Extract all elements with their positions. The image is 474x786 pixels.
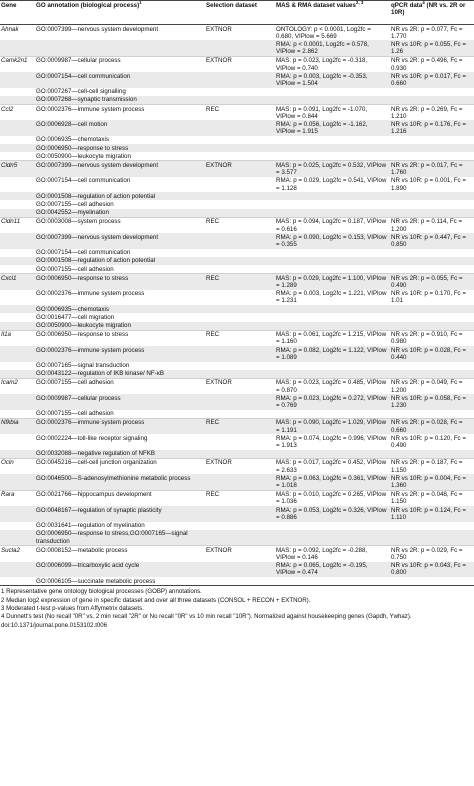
- go-annotation-cell: GO:0007154—cell communication: [35, 72, 205, 87]
- dataset-values-cell: [275, 530, 390, 546]
- gene-cell: [0, 394, 35, 409]
- dataset-values-cell: [275, 265, 390, 274]
- gene-cell: [0, 346, 35, 361]
- gene-cell: [0, 410, 35, 419]
- gene-cell: [0, 152, 35, 161]
- qpcr-cell: [390, 530, 474, 546]
- gene-cell: Ccl2: [0, 105, 35, 121]
- table-row: [0, 40, 474, 56]
- dataset-cell: [205, 394, 275, 409]
- qpcr-cell: [390, 136, 474, 144]
- go-annotation-cell: GO:0007154—cell communication: [36, 249, 131, 257]
- table-row: [0, 450, 474, 459]
- gene-cell: [0, 209, 35, 218]
- dataset-cell: [205, 200, 275, 208]
- gene-cell: [0, 96, 35, 105]
- qpcr-cell: NR vs 2R: p = 0.077, Fc = 1.770: [390, 25, 474, 41]
- qpcr-cell: [390, 144, 474, 152]
- go-annotation-cell: GO:0048167—regulation of synaptic plasticity: [35, 506, 205, 521]
- qpcr-cell: [390, 88, 474, 96]
- dataset-values-cell: [275, 577, 390, 586]
- gene-cell: [0, 136, 35, 144]
- go-annotation-cell: GO:0006950—response to stress,GO:0007165—signal transduction: [35, 530, 205, 546]
- table-row: [0, 209, 474, 218]
- dataset-values-cell: [275, 410, 390, 419]
- dataset-values-cell: RMA: p = 0.082, Log2fc = 1.122, VIPlow = 1.089: [275, 346, 390, 361]
- qpcr-cell: NR vs 2R: p = 0.269, Fc = 1.210: [390, 105, 474, 121]
- go-annotation-cell: GO:0050900—leukocyte migration: [36, 152, 131, 160]
- qpcr-cell: NR vs 10R: p = 0.058, Fc = 1.230: [390, 394, 474, 409]
- dataset-values-cell: [275, 144, 390, 152]
- table-row: [0, 546, 474, 562]
- dataset-values-cell: [275, 522, 390, 530]
- gene-cell: [0, 434, 35, 449]
- dataset-values-cell: [275, 249, 390, 257]
- footnote: 3 Moderated t-test p-values from Affymetrix datasets.: [1, 605, 144, 613]
- dataset-cell: [205, 96, 275, 105]
- gene-cell: Il1a: [0, 330, 35, 346]
- go-annotation-cell: GO:0008152—metabolic process: [35, 546, 205, 562]
- footnote: 1 Representative gene ontology biological processes (GOBP) annotations.: [1, 588, 202, 596]
- gene-cell: Cldn11: [0, 217, 35, 233]
- table-row: [0, 370, 474, 379]
- go-annotation-cell: [35, 40, 205, 56]
- table-row: [0, 506, 474, 521]
- footnote: 2 Median log2 expression of gene in specific dataset and over all three datasets (CONSOL + RECON + EXTNOR).: [1, 596, 311, 604]
- dataset-values-cell: MAS: p = 0.094, Log2fc = 0.187, VIPlow = 0.616: [275, 217, 390, 233]
- table-row: [0, 577, 474, 586]
- go-annotation-cell: GO:0006935—chemotaxis: [35, 305, 205, 313]
- header-gene: Gene: [0, 1, 35, 25]
- dataset-values-cell: RMA: p = 0.003, Log2fc = -0.353, VIPlow = 1.504: [275, 72, 390, 87]
- doi-line: doi:10.1371/journal.pone.0153102.t006: [1, 621, 108, 629]
- go-annotation-cell: GO:0006105—succinate metabolic process: [35, 577, 205, 586]
- go-annotation-cell: GO:0007155—cell adhesion: [36, 410, 114, 418]
- gene-cell: Cldn5: [0, 161, 35, 177]
- gene-cell: [0, 450, 35, 459]
- qpcr-cell: [390, 200, 474, 208]
- dataset-values-cell: [275, 152, 390, 161]
- qpcr-cell: [390, 192, 474, 200]
- go-annotation-cell: GO:0002224—toll-like receptor signaling: [36, 434, 148, 442]
- dataset-cell: [205, 346, 275, 361]
- table-row: [0, 313, 474, 321]
- qpcr-cell: NR vs 10R: p = 0.001, Fc = 1.890: [391, 177, 466, 192]
- qpcr-cell: NR vs 10R: p = 0.028, Fc = 0.440: [390, 346, 474, 361]
- go-annotation-cell: GO:0021766—hippocampus development: [35, 490, 205, 506]
- dataset-cell: [205, 72, 275, 87]
- qpcr-cell: [390, 152, 474, 161]
- go-annotation-cell: GO:0007155—cell adhesion: [36, 265, 114, 273]
- table-row: [0, 105, 474, 121]
- gene-cell: [0, 370, 35, 379]
- dataset-values-cell: [275, 362, 390, 370]
- dataset-cell: EXTNOR: [205, 458, 275, 474]
- qpcr-cell: [390, 577, 474, 586]
- dataset-cell: [205, 474, 275, 490]
- go-annotation-cell: GO:0009987—cellular process: [35, 394, 205, 409]
- dataset-values-cell: MAS: p = 0.010, Log2fc = 0.265, VIPlow = 1.036: [275, 490, 390, 506]
- dataset-cell: REC: [205, 274, 275, 290]
- dataset-cell: [205, 120, 275, 135]
- dataset-cell: EXTNOR: [205, 56, 275, 72]
- table-row: [0, 161, 474, 177]
- gene-cell: [0, 40, 35, 56]
- gene-cell: [0, 522, 35, 530]
- gene-cell: [0, 200, 35, 208]
- gene-cell: [0, 305, 35, 313]
- dataset-values-cell: RMA: p = 0.090, Log2fc = 0.153, VIPlow = 0.355: [275, 233, 390, 248]
- dataset-values-cell: [275, 322, 390, 331]
- table-row: [0, 522, 474, 530]
- dataset-values-cell: MAS: p = 0.023, Log2fc = 0.485, VIPlow = 0.870: [275, 378, 390, 394]
- go-annotation-cell: GO:0002376—immune system process: [35, 346, 205, 361]
- qpcr-cell: NR vs 2R: p = 0.055, Fc = 0.490: [390, 274, 474, 290]
- qpcr-cell: NR vs 2R: p = 0.048, Fc = 1.150: [390, 490, 474, 506]
- dataset-values-cell: MAS: p = 0.061, Log2fc = 1.215, VIPlow = 1.160: [275, 330, 390, 346]
- table-row: [0, 257, 474, 265]
- dataset-cell: [205, 322, 275, 331]
- gene-cell: [0, 233, 35, 248]
- go-annotation-cell: GO:0003008—system process: [35, 217, 205, 233]
- dataset-values-cell: MAS: p = 0.017, Log2fc = 0.452, VIPlow = 2.633: [275, 458, 390, 474]
- dataset-cell: REC: [205, 490, 275, 506]
- go-annotation-cell: GO:0042552—myelination: [35, 209, 205, 218]
- go-annotation-cell: GO:0007267—cell-cell signalling: [36, 88, 126, 96]
- dataset-cell: [205, 506, 275, 521]
- go-annotation-cell: GO:0001508—regulation of action potential: [35, 257, 205, 265]
- dataset-values-cell: MAS: p = 0.091, Log2fc = -1.070, VIPlow = 0.844: [275, 105, 390, 121]
- qpcr-cell: [390, 362, 474, 370]
- dataset-values-cell: [275, 192, 390, 200]
- table-row: [0, 530, 474, 546]
- qpcr-cell: [390, 249, 474, 257]
- gene-cell: Nfkbia: [0, 418, 35, 434]
- qpcr-cell: NR vs 10R: p = 0.120, Fc = 0.490: [391, 434, 466, 450]
- go-annotation-cell: GO:0007155—cell adhesion: [35, 378, 205, 394]
- dataset-cell: [205, 257, 275, 265]
- dataset-values-cell: [275, 96, 390, 105]
- dataset-cell: [205, 192, 275, 200]
- gene-cell: [0, 192, 35, 200]
- header-qpcr-data: qPCR data$^4$ (NR vs. 2R or 10R): [390, 1, 474, 25]
- dataset-cell: [205, 562, 275, 577]
- header-go-annotation: GO annotation (biological process)$^1$: [35, 1, 205, 25]
- table-row: [0, 330, 474, 346]
- gene-cell: [0, 562, 35, 577]
- header-dataset-values: MAS & RMA dataset values$^{2, 3}$: [275, 1, 390, 25]
- table-row: [0, 249, 474, 257]
- table-row: [0, 290, 474, 305]
- go-annotation-cell: GO:0007155—cell adhesion: [36, 200, 114, 208]
- gene-cell: [0, 88, 35, 96]
- table-row: [0, 200, 474, 208]
- dataset-values-cell: RMA: p = 0.003, Log2fc = 1.221, VIPlow = 1.231: [276, 290, 387, 305]
- go-annotation-cell: GO:0007399—nervous system development: [35, 233, 205, 248]
- qpcr-cell: NR vs 2R: p = 0.017, Fc = 1.760: [390, 161, 474, 177]
- dataset-values-cell: MAS: p = 0.023, Log2fc = -0.318, VIPlow = 0.740: [275, 56, 390, 72]
- qpcr-cell: NR vs 2R: p = 0.496, Fc = 0.930: [390, 56, 474, 72]
- qpcr-cell: [390, 96, 474, 105]
- go-annotation-cell: GO:0031641—regulation of myelination: [36, 522, 145, 530]
- table-header-row: [0, 1, 474, 25]
- table-row: [0, 96, 474, 105]
- dataset-values-cell: RMA: p = 0.053, Log2fc = 0.326, VIPlow = 0.886: [275, 506, 390, 521]
- table-row: [0, 120, 474, 135]
- dataset-values-cell: [275, 313, 390, 321]
- dataset-cell: [205, 370, 275, 379]
- dataset-cell: EXTNOR: [205, 161, 275, 177]
- table-row: [0, 346, 474, 361]
- go-annotation-cell: GO:0001508—regulation of action potential: [35, 192, 205, 200]
- dataset-values-cell: MAS: p = 0.092, Log2fc = -0.288, VIPlow = 0.146: [275, 546, 390, 562]
- qpcr-cell: NR vs 2R: p = 0.910, Fc = 0.980: [390, 330, 474, 346]
- table-row: [0, 562, 474, 577]
- go-annotation-cell: GO:0043122—regulation of IKB kinase/ NF-κB: [35, 370, 205, 379]
- go-annotation-cell: GO:0006950—response to stress: [35, 330, 205, 346]
- qpcr-cell: NR vs 10R: p = 0.176, Fc = 1.216: [390, 120, 474, 135]
- dataset-cell: EXTNOR: [205, 25, 275, 41]
- table-row: [0, 274, 474, 290]
- gene-cell: Ahnak: [0, 25, 35, 41]
- qpcr-cell: NR vs 10R: p = 0.124, Fc = 1.110: [390, 506, 474, 521]
- qpcr-cell: NR vs 10R: p = 0.017, Fc = 0.660: [390, 72, 474, 87]
- table-row: [0, 490, 474, 506]
- header-selection-dataset: Selection dataset: [205, 1, 275, 25]
- go-annotation-cell: GO:0032088—negative regulation of NFKB: [35, 450, 205, 459]
- dataset-cell: EXTNOR: [205, 546, 275, 562]
- table-row: [0, 152, 474, 161]
- qpcr-cell: [390, 265, 474, 274]
- go-annotation-cell: GO:0007165—signal transduction: [36, 362, 130, 370]
- table-row: [0, 217, 474, 233]
- table-row: [0, 434, 474, 449]
- gene-cell: [0, 530, 35, 546]
- dataset-cell: [205, 450, 275, 459]
- dataset-values-cell: RMA: p = 0.074, Log2fc = 0.996, VIPlow = 1.913: [276, 434, 387, 450]
- dataset-values-cell: ONTOLOGY: p < 0.0001, Log2fc = 0.680, VIPlow = 5.669: [275, 25, 390, 41]
- gene-cell: Rara: [0, 490, 35, 506]
- table-body: [0, 25, 474, 586]
- table-row: [0, 458, 474, 474]
- dataset-values-cell: RMA: p < 0.0001, Log2fc = 0.578, VIPlow = 2.862: [275, 40, 390, 56]
- dataset-cell: REC: [205, 418, 275, 434]
- dataset-cell: [205, 305, 275, 313]
- qpcr-cell: NR vs 10R: p = 0.055, Fc = 1.26: [390, 40, 474, 56]
- gene-cell: [0, 290, 35, 305]
- table-row: [0, 56, 474, 72]
- dataset-values-cell: MAS: p = 0.029, Log2fc = 1.100, VIPlow = 1.289: [275, 274, 390, 290]
- gene-cell: [0, 177, 35, 192]
- dataset-values-cell: RMA: p = 0.065, Log2fc = -0.195, VIPlow = 0.474: [275, 562, 390, 577]
- table-row: [0, 144, 474, 152]
- dataset-cell: REC: [205, 217, 275, 233]
- dataset-values-cell: RMA: p = 0.063, Log2fc = 0.361, VIPlow = 1.018: [275, 474, 390, 490]
- dataset-values-cell: MAS: p = 0.090, Log2fc = 1.029, VIPlow = 1.191: [275, 418, 390, 434]
- dataset-cell: [205, 88, 275, 96]
- table-row: [0, 394, 474, 409]
- qpcr-cell: [390, 305, 474, 313]
- qpcr-cell: NR vs 2R: p = 0.029, Fc = 0.750: [390, 546, 474, 562]
- dataset-cell: [205, 233, 275, 248]
- table-row: [0, 136, 474, 144]
- dataset-cell: REC: [205, 330, 275, 346]
- dataset-cell: [205, 209, 275, 218]
- go-annotation-cell: GO:0007399—nervous system development: [35, 25, 205, 41]
- qpcr-cell: [390, 370, 474, 379]
- go-annotation-cell: GO:0006950—response to stress: [35, 274, 205, 290]
- dataset-values-cell: [275, 200, 390, 208]
- dataset-cell: [205, 313, 275, 321]
- dataset-values-cell: [275, 370, 390, 379]
- dataset-cell: [205, 40, 275, 56]
- dataset-cell: [205, 362, 275, 370]
- gene-cell: Icam2: [0, 378, 35, 394]
- gene-cell: [0, 362, 35, 370]
- qpcr-cell: NR vs 2R: p = 0.187, Fc = 1.150: [390, 458, 474, 474]
- gene-cell: [0, 144, 35, 152]
- go-annotation-cell: GO:0006928—cell motion: [35, 120, 205, 135]
- dataset-cell: [205, 410, 275, 419]
- qpcr-cell: [390, 450, 474, 459]
- go-annotation-cell: GO:0007154—cell communication: [36, 177, 131, 185]
- dataset-cell: REC: [205, 105, 275, 121]
- go-annotation-cell: GO:0045216—cell-cell junction organization: [35, 458, 205, 474]
- go-annotation-cell: GO:0002376—immune system process: [35, 418, 205, 434]
- dataset-cell: [205, 434, 275, 449]
- table-row: [0, 72, 474, 87]
- table-row: [0, 410, 474, 419]
- qpcr-cell: [390, 522, 474, 530]
- table-row: [0, 25, 474, 41]
- gene-cell: Camk2n1: [0, 56, 35, 72]
- qpcr-cell: NR vs 2R: p = 0.049, Fc = 1.200: [390, 378, 474, 394]
- go-annotation-cell: GO:0006099—tricarboxylic acid cycle: [35, 562, 205, 577]
- footnotes: [0, 588, 474, 630]
- gene-cell: Cxcl1: [0, 274, 35, 290]
- dataset-cell: [205, 290, 275, 305]
- go-annotation-cell: GO:0002376—immune system process: [36, 290, 145, 298]
- gene-cell: [0, 249, 35, 257]
- footnote: 4 Dunnett's test (No recall "0R" vs. 2 min recall "2R" or No recall "0R" vs 10 min recall "10R"). Normalized against housekeeping genes (Gapdh, Ywhaz).: [1, 613, 412, 621]
- dataset-values-cell: MAS: p = 0.025, Log2fc = 0.532, VIPlow = 3.577: [275, 161, 390, 177]
- go-annotation-cell: GO:0007399—nervous system development: [35, 161, 205, 177]
- dataset-values-cell: [275, 88, 390, 96]
- table-row: [0, 305, 474, 313]
- gene-cell: [0, 322, 35, 331]
- gene-cell: [0, 120, 35, 135]
- dataset-cell: [205, 144, 275, 152]
- go-annotation-cell: GO:0009987—cellular process: [35, 56, 205, 72]
- dataset-values-cell: [275, 450, 390, 459]
- qpcr-cell: NR vs 10R: p = 0.170, Fc = 1.01: [391, 290, 466, 305]
- gene-cell: [0, 313, 35, 321]
- qpcr-cell: NR vs 10R: p = 0.043, Fc = 0.800: [390, 562, 474, 577]
- table-row: [0, 378, 474, 394]
- gene-cell: Sucla2: [0, 546, 35, 562]
- table-row: [0, 322, 474, 331]
- go-annotation-cell: GO:0016477—cell migration: [36, 313, 115, 321]
- gene-cell: [0, 72, 35, 87]
- dataset-cell: [205, 577, 275, 586]
- dataset-cell: [205, 136, 275, 144]
- dataset-cell: [205, 265, 275, 274]
- qpcr-cell: NR vs 2R: p = 0.028, Fc = 0.660: [390, 418, 474, 434]
- qpcr-cell: NR vs 10R: p = 0.447, Fc = 0.850: [390, 233, 474, 248]
- dataset-values-cell: RMA: p = 0.056, Log2fc = -1.162, VIPlow = 1.915: [275, 120, 390, 135]
- gene-cell: Ocln: [0, 458, 35, 474]
- go-annotation-cell: GO:0050900—leukocyte migration: [35, 322, 205, 331]
- table-row: [0, 418, 474, 434]
- dataset-values-cell: [275, 257, 390, 265]
- qpcr-cell: [390, 209, 474, 218]
- dataset-cell: [205, 177, 275, 192]
- table-row: [0, 362, 474, 370]
- table-row: [0, 474, 474, 490]
- go-annotation-cell: GO:0006935—chemotaxis: [36, 136, 109, 144]
- table-row: [0, 88, 474, 96]
- gene-cell: [0, 474, 35, 490]
- go-annotation-cell: GO:0046500—S-adenosylmethionine metabolic process: [35, 474, 205, 490]
- qpcr-cell: [390, 257, 474, 265]
- qpcr-cell: [390, 410, 474, 419]
- qpcr-cell: NR vs 10R: p = 0.004, Fc = 1.360: [390, 474, 474, 490]
- gene-cell: [0, 577, 35, 586]
- go-annotation-cell: GO:0007268—synaptic transmission: [35, 96, 205, 105]
- go-annotation-cell: GO:0006950—response to stress: [35, 144, 205, 152]
- table-row: [0, 177, 474, 192]
- table-row: [0, 265, 474, 274]
- dataset-values-cell: [275, 305, 390, 313]
- dataset-values-cell: [275, 209, 390, 218]
- dataset-values-cell: [275, 136, 390, 144]
- dataset-values-cell: RMA: p = 0.029, Log2fc = 0.541, VIPlow = 1.128: [276, 177, 387, 192]
- table-row: [0, 192, 474, 200]
- go-annotation-cell: GO:0002376—immune system process: [35, 105, 205, 121]
- table-row: [0, 233, 474, 248]
- dataset-cell: EXTNOR: [205, 378, 275, 394]
- qpcr-cell: NR vs 2R: p = 0.114, Fc = 1.200: [390, 217, 474, 233]
- qpcr-cell: [390, 322, 474, 331]
- dataset-cell: [205, 522, 275, 530]
- dataset-cell: [205, 152, 275, 161]
- dataset-cell: [205, 249, 275, 257]
- gene-cell: [0, 257, 35, 265]
- gene-cell: [0, 265, 35, 274]
- qpcr-cell: [390, 313, 474, 321]
- gene-cell: [0, 506, 35, 521]
- dataset-cell: [205, 530, 275, 546]
- dataset-values-cell: RMA: p = 0.023, Log2fc = 0.272, VIPlow = 0.769: [275, 394, 390, 409]
